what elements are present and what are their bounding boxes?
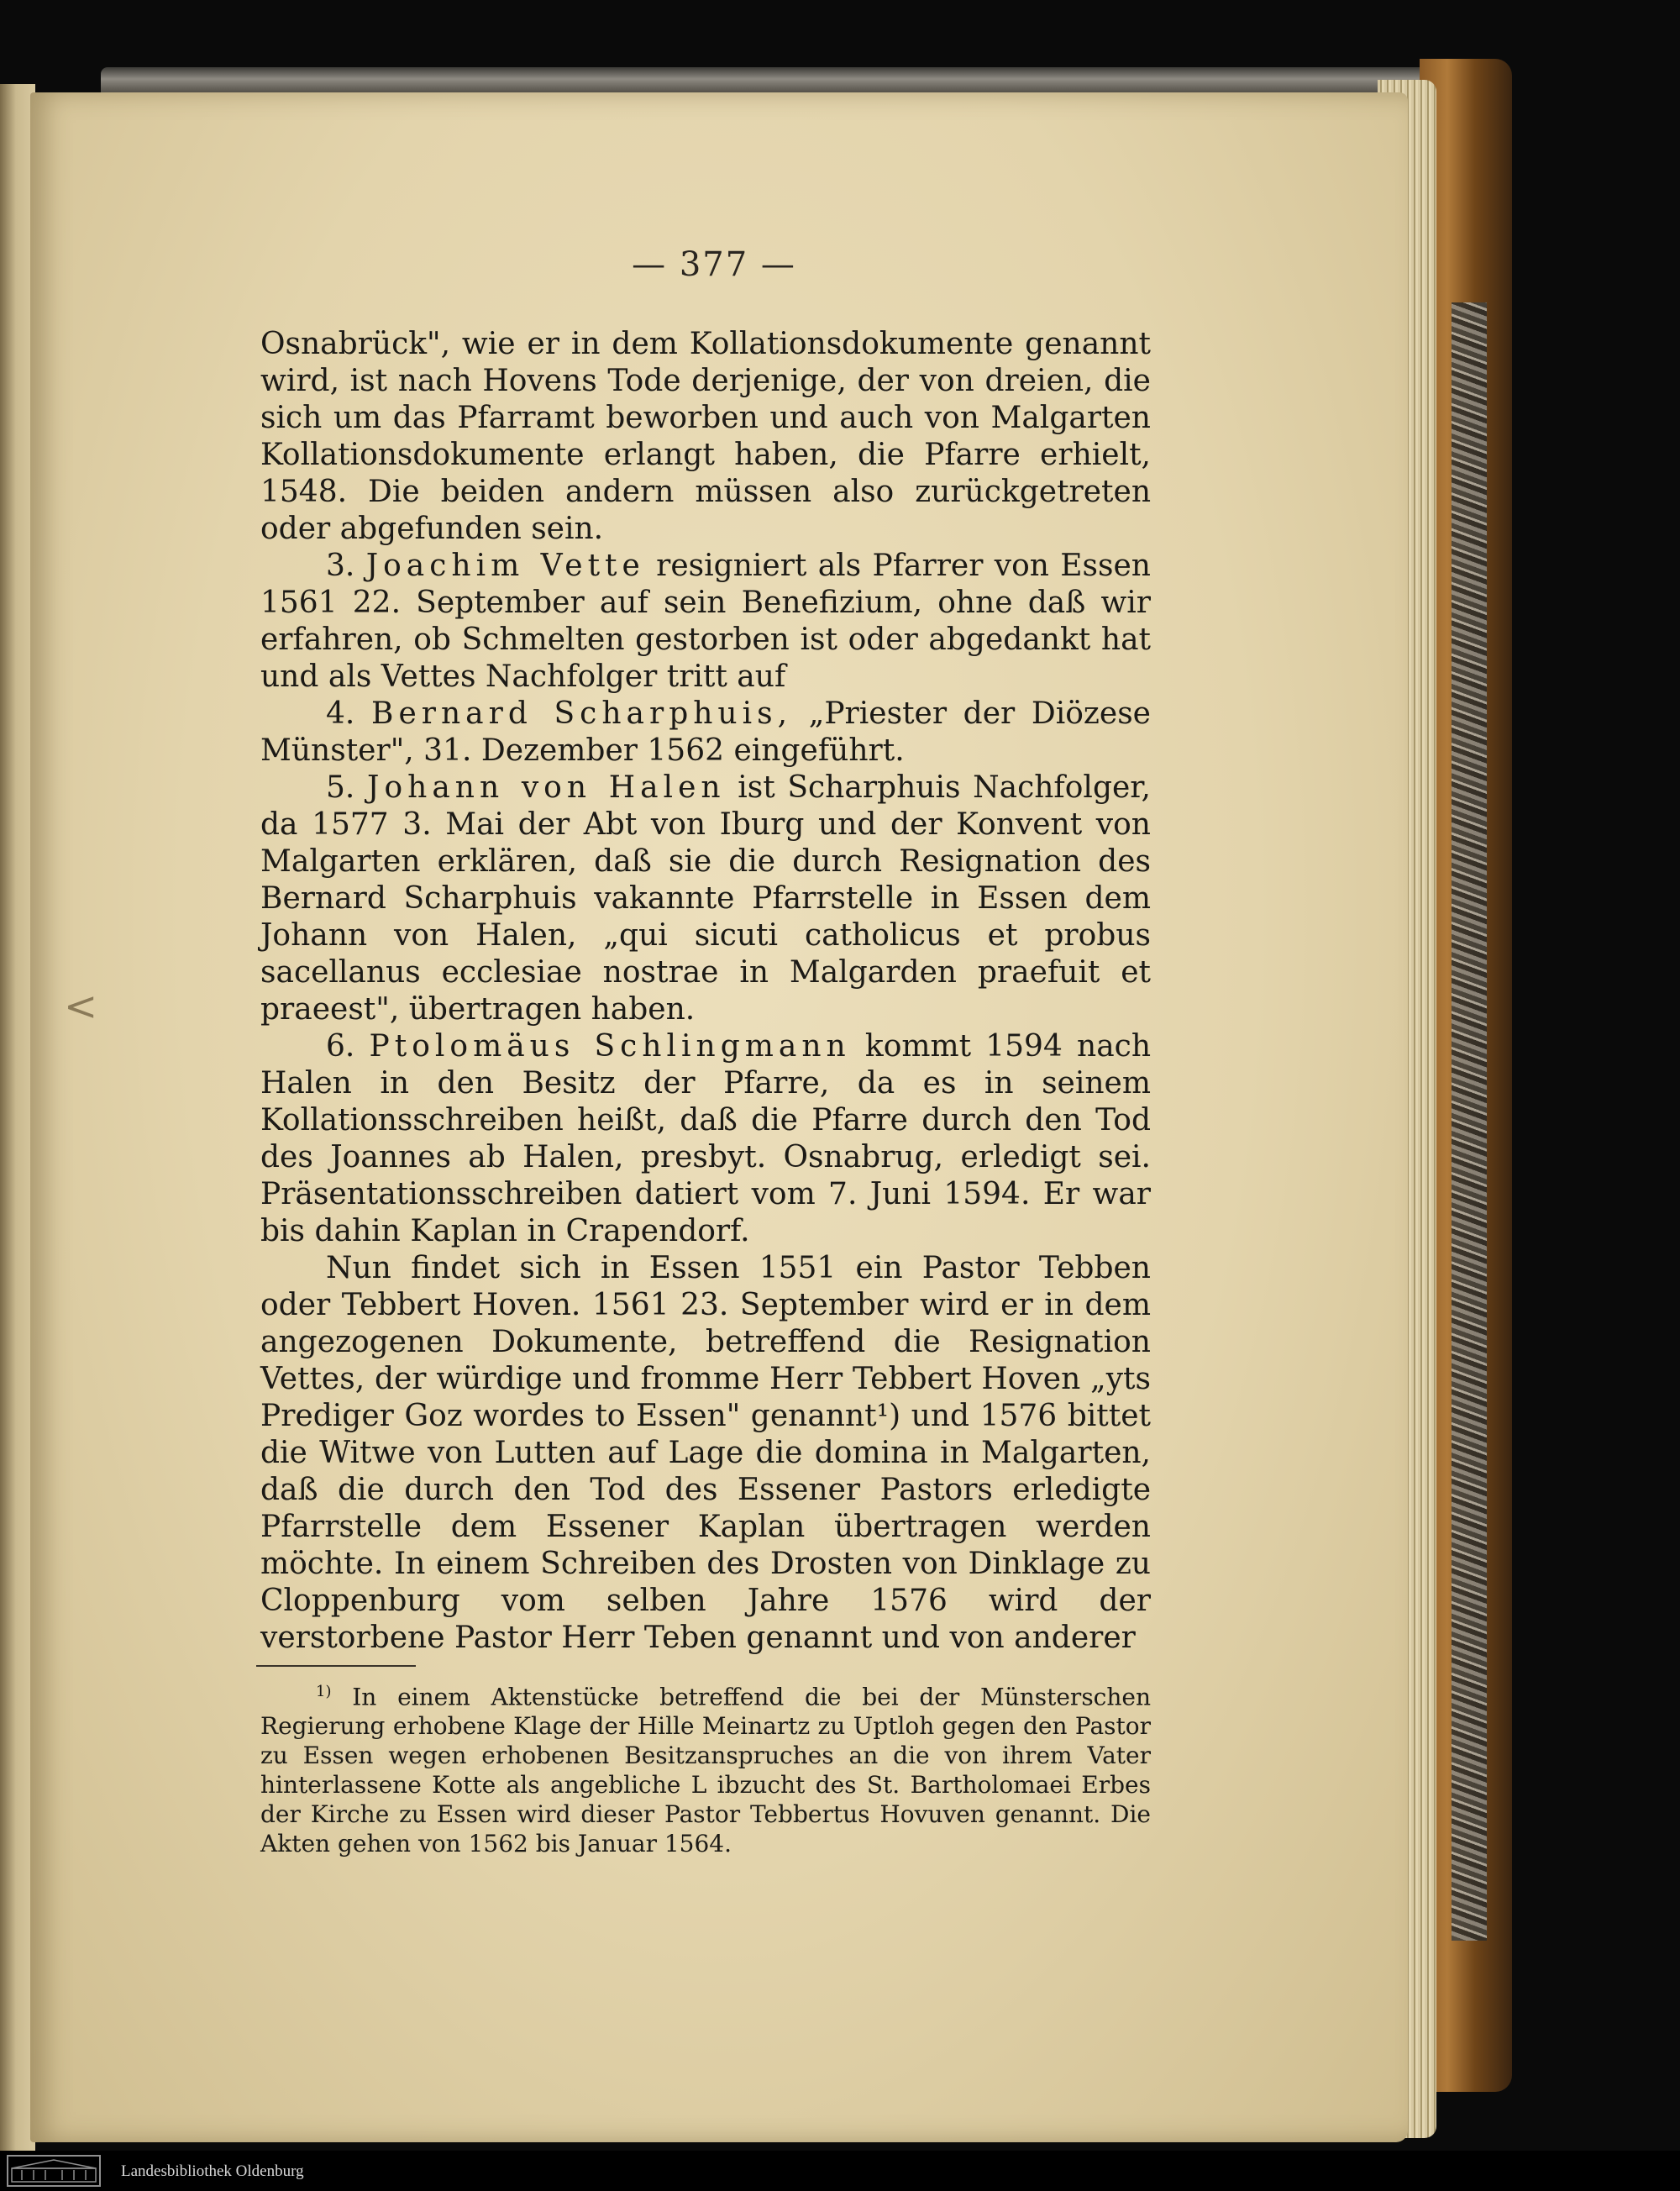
item-name: Bernard Scharphuis, — [371, 696, 793, 731]
list-item — [260, 1028, 1151, 1250]
item-number: 4. — [326, 696, 355, 731]
item-number: 3. — [326, 549, 355, 583]
library-building-icon — [7, 2155, 101, 2187]
list-item — [260, 696, 1151, 770]
item-name: Ptolomäus Schlingmann — [369, 1029, 851, 1064]
library-name: Landesbibliothek Oldenburg — [121, 2162, 304, 2180]
marbled-edge — [1452, 302, 1487, 1941]
list-item — [260, 770, 1151, 1028]
page-number: — 377 — — [632, 245, 796, 284]
gutter-mark: < — [64, 983, 98, 1030]
footnote — [260, 1677, 1151, 1858]
footnote-divider — [256, 1665, 416, 1667]
item-name: Joachim Vette — [365, 549, 645, 583]
item-number: 6. — [326, 1029, 355, 1064]
item-text: ist Scharphuis Nachfolger, da 1577 3. Mai der Abt von Iburg und der Konvent von Malgarten erklären, daß sie die durch Resignation des Bernard Scharphuis vakannte Pfarrstelle in Essen dem Johann von Halen, „qui sicuti catholicus et probus sacellanus ecclesiae nostrae in Malgarden praefuit et praeest", übertragen haben. — [260, 770, 1151, 1027]
item-name: Johann von Halen — [367, 770, 726, 805]
footnote-marker: 1) — [316, 1683, 332, 1700]
footnote-text: In einem Aktenstücke betreffend die bei der Münsterschen Regierung erhobene Klage der Hille Meinartz zu Uptloh gegen den Pastor zu Essen wegen erhobenen Besitzanspruches an die von ihrem Vater hinterlassene Kotte als angebliche L ibzucht des St. Bartholomaei Erbes der Kirche zu Essen wird dieser Pastor Tebbertus Hovuven genannt. Die Akten gehen von 1562 bis Januar 1564. — [260, 1683, 1152, 1858]
paragraph-closing: Nun findet sich in Essen 1551 ein Pastor Tebben oder Tebbert Hoven. 1561 23. September wird er in dem angezogenen Dokumente, betreffend die Resignation Vettes, der würdige und fromme Herr Tebbert Hoven „yts Prediger Goz wordes to Essen" genannt¹) und 1576 bittet die Witwe von Lutten auf Lage die domina in Malgarten, daß die durch den Tod des Essener Pastors erledigte Pfarrstelle dem Essener Kaplan übertragen werden möchte. In einem Schreiben des Drosten von Dinklage zu Cloppenburg vom selben Jahre 1576 wird der verstorbene Pastor Herr Teben genannt und von anderer — [260, 1251, 1151, 1655]
list-item — [260, 548, 1151, 696]
paragraph-intro: Osnabrück", wie er in dem Kollationsdokumente genannt wird, ist nach Hovens Tode derjenige, der von dreien, die sich um das Pfarramt beworben und auch von Malgarten Kollationsdokumente erlangt haben, die Pfarre erhielt, 1548. Die beiden andern müssen also zurückgetreten oder abgefunden sein. — [260, 327, 1151, 546]
item-number: 5. — [326, 770, 355, 805]
item-text: kommt 1594 nach Halen in den Besitz der Pfarre, da es in seinem Kollationsschreiben heißt, daß die Pfarre durch den Tod des Joannes ab Halen, presbyt. Osnabrug, erledigt sei. Präsentationsschreiben datiert vom 7. Juni 1594. Er war bis dahin Kaplan in Crapendorf. — [260, 1029, 1152, 1248]
body-text — [260, 326, 1151, 1657]
item-text: „Priester der Diözese Münster", 31. Dezember 1562 eingeführt. — [260, 696, 1151, 768]
item-text: resigniert als Pfarrer von Essen 1561 22. September auf sein Benefizium, ohne daß wir erfahren, ob Schmelten gestorben ist oder abgedankt hat und als Vettes Nachfolger tritt auf — [260, 549, 1151, 694]
